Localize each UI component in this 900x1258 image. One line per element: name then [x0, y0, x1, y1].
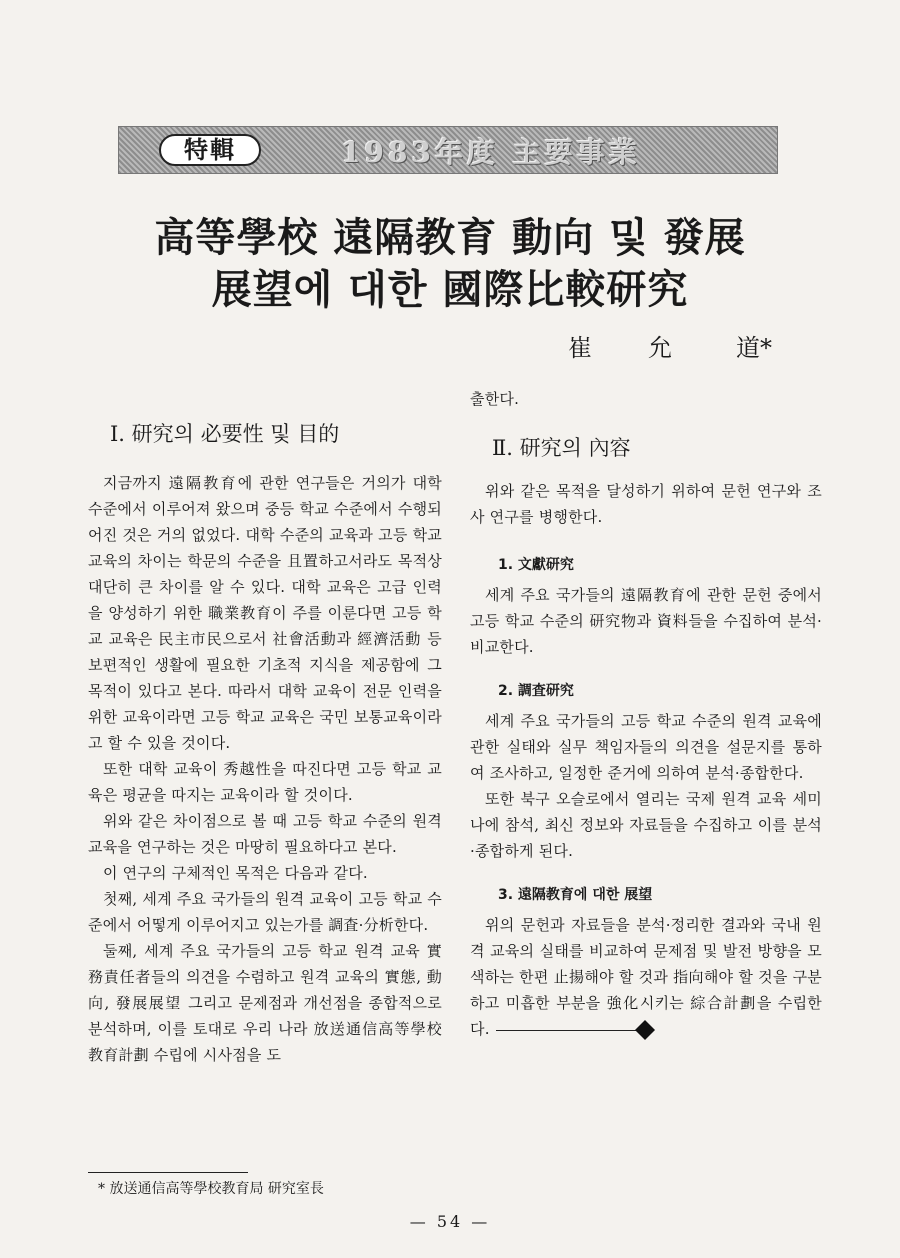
page-number: — 54 — [409, 1212, 491, 1231]
special-feature-banner [118, 126, 778, 174]
author-char-3: 道* [736, 334, 772, 362]
subsection-heading-3: 3. 遠隔教育에 대한 展望 [498, 887, 653, 903]
banner-tag: 特輯 [159, 134, 261, 166]
article-title-line2: 展望에 대한 國際比較研究 [211, 266, 689, 313]
paragraph: 첫째, 세계 주요 국가들의 원격 교육이 고등 학교 수준에서 어떻게 이루어지고 있는가를 調査·分析한다. [88, 890, 442, 934]
footnote: * 放送通信高等學校教育局 研究室長 [98, 1181, 324, 1197]
paragraph: 둘째, 세계 주요 국가들의 고등 학교 원격 교육 實務責任者들의 의견을 수렴하고 원격 교육의 實態, 動向, 發展展望 그리고 문제점과 개선점을 종합적으로 분석하며, 이를 토대로 우리 나라 放送通信高等學校 教育計劃 수립에 시사점을 도 [88, 942, 442, 1064]
paragraph: 세계 주요 국가들의 고등 학교 수준의 원격 교육에 관한 실태와 실무 책임자들의 의견을 설문지를 통하여 조사하고, 일정한 준거에 의하여 분석·종합한다. [470, 712, 822, 782]
article-title-line1: 高等學校 遠隔教育 動向 및 發展 [154, 214, 746, 261]
left-column [88, 418, 442, 1068]
paragraph: 이 연구의 구체적인 목적은 다음과 같다. [103, 864, 368, 882]
banner-title: 1983年度 主要事業 [341, 136, 641, 169]
paragraph [470, 912, 822, 1042]
right-column [470, 386, 822, 1042]
section-heading-2: Ⅱ. 研究의 內容 [492, 436, 631, 460]
paragraph-text: 위의 문헌과 자료들을 분석·정리한 결과와 국내 원격 교육의 실태를 비교하여 문제점 및 발전 방향을 모색하는 한편 止揚해야 할 것과 指向해야 할 것을 구분하고 미흡한 부분을 強化시키는 綜合計劃을 수립한다. [470, 916, 822, 1038]
section-heading-1: Ⅰ. 研究의 必要性 및 目的 [110, 422, 340, 446]
paragraph: 또한 북구 오슬로에서 열리는 국제 원격 교육 세미나에 참석, 최신 정보와 자료들을 수집하고 이를 분석·종합하게 된다. [470, 790, 822, 860]
paragraph: 세계 주요 국가들의 遠隔教育에 관한 문헌 중에서 고등 학교 수준의 研究物과 資料들을 수집하여 분석·비교한다. [470, 586, 822, 656]
paragraph: 지금까지 遠隔教育에 관한 연구들은 거의가 대학 수준에서 이루어져 왔으며 중등 학교 수준에서 수행되어진 것은 거의 없었다. 대학 수준의 교육과 고등 학교 교육의 차이는 학문의 수준을 且置하고서라도 목적상 대단히 큰 차이를 알 수 있다. 대학 교육은 고급 인력을 양성하기 위한 職業教育이 주를 이룬다면 고등 학교 교육은 民主市民으로서 社會活動과 經濟活動 등 보편적인 생활에 필요한 기초적 지식을 제공함에 그 목적이 있다고 본다. 따라서 대학 교육이 전문 인력을 위한 교육이라면 고등 학교 교육은 국민 보통교육이라고 할 수 있을 것이다. [88, 474, 442, 752]
end-rule [496, 1030, 636, 1031]
paragraph: 위와 같은 차이점으로 볼 때 고등 학교 수준의 원격 교육을 연구하는 것은 마땅히 필요하다고 본다. [88, 812, 442, 856]
end-mark-icon [635, 1020, 655, 1040]
paragraph: 또한 대학 교육이 秀越性을 따진다면 고등 학교 교육은 평균을 따지는 교육이라 할 것이다. [88, 760, 442, 804]
author-char-2: 允 [648, 334, 672, 362]
subsection-heading-1: 1. 文獻研究 [498, 557, 574, 573]
subsection-heading-2: 2. 調査研究 [498, 683, 574, 699]
paragraph-continuation: 출한다. [470, 390, 520, 408]
author-char-1: 崔 [568, 334, 592, 362]
footnote-rule [88, 1172, 248, 1173]
paragraph: 위와 같은 목적을 달성하기 위하여 문헌 연구와 조사 연구를 병행한다. [470, 482, 822, 526]
